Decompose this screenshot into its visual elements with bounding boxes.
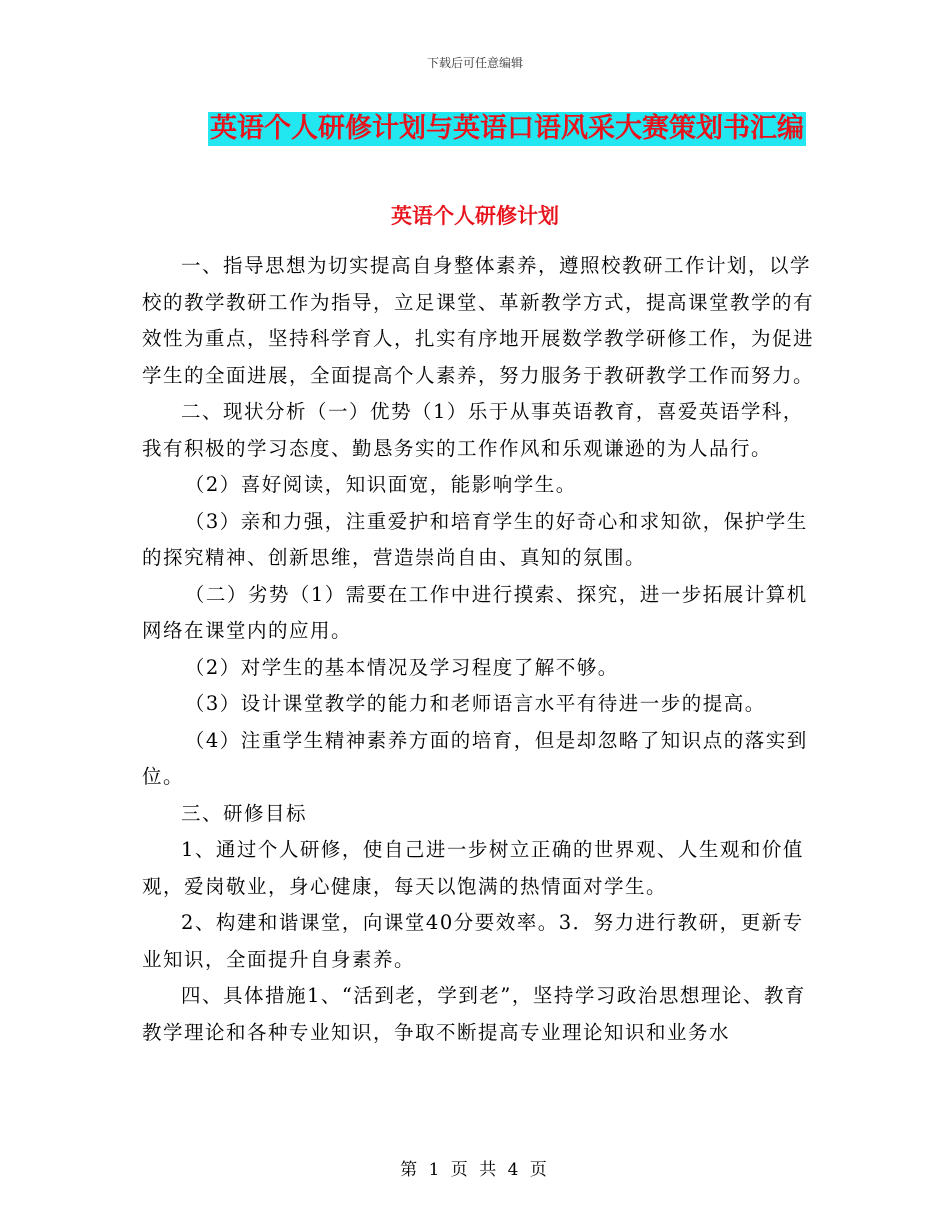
paragraph-goals-heading: 三、研修目标 [181, 801, 308, 825]
paragraph-weakness-2: （2）对学生的基本情况及学习程度了解不够。 [184, 655, 619, 679]
paragraph-weakness-1: （二）劣势（1）需要在工作中进行摸索、探究，进一步拓展计算机网络在课堂内的应用。 [142, 582, 808, 642]
header-note: 下载后可任意编辑 [426, 56, 523, 70]
section-title: 英语个人研修计划 [391, 203, 559, 228]
paragraph-situation-strengths: 二、现状分析（一）优势（1）乐于从事英语教育，喜爱英语学科，我有积极的学习态度、勤恳务实的工作作风和乐观谦逊的为人品行。 [142, 400, 804, 460]
paragraph-strength-3: （3）亲和力强，注重爱护和培育学生的好奇心和求知欲，保护学生的探究精神、创新思维，营造崇尚自由、真知的氛围。 [142, 509, 808, 569]
paragraph-weakness-4: （4）注重学生精神素养方面的培育，但是却忽略了知识点的落实到位。 [142, 728, 808, 788]
document-main-title: 英语个人研修计划与英语口语风采大赛策划书汇编 [210, 113, 804, 144]
paragraph-guiding-ideology: 一、指导思想为切实提高自身整体素养，遵照校教研工作计划，以学校的教学教研工作为指导，立足课堂、革新教学方式，提高课堂教学的有效性为重点，坚持科学育人，扎实有序地开展数学教学研修工作，为促进学生的全面进展，全面提高个人素养，努力服务于教研教学工作而努力。 [142, 254, 815, 387]
paragraph-measures: 四、具体措施1、“活到老，学到老”，坚持学习政治思想理论、教育教学理论和各种专业知识，争取不断提高专业理论知识和业务水 [142, 984, 806, 1044]
paragraph-weakness-3: （3）设计课堂教学的能力和老师语言水平有待进一步的提高。 [184, 692, 766, 715]
paragraph-goal-1: 1、通过个人研修，使自己进一步树立正确的世界观、人生观和价值观，爱岗敬业，身心健康，每天以饱满的热情面对学生。 [142, 838, 804, 898]
paragraph-goal-2: 2、构建和谐课堂，向课堂40分要效率。3．努力进行教研，更新专业知识，全面提升自身素养。 [142, 911, 804, 971]
page-footer: 第 1 页 共 4 页 [400, 1160, 550, 1180]
document-body [142, 248, 818, 1051]
paragraph-strength-2: （2）喜好阅读，知识面宽，能影响学生。 [184, 473, 577, 496]
